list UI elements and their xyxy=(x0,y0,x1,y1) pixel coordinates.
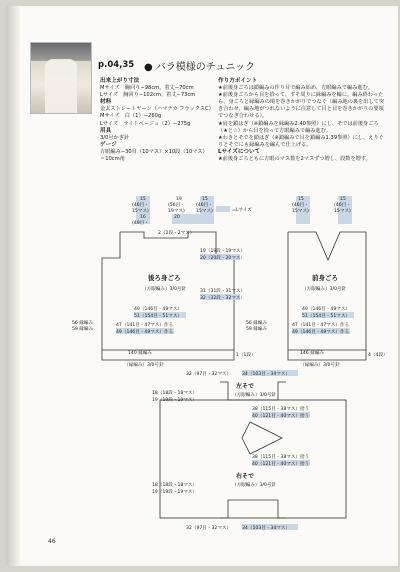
back-side1: 1（1段） xyxy=(236,353,256,358)
back-dim47: 47（141目・47マス）作る xyxy=(116,323,174,328)
hook-size: 3/0号かぎ針 xyxy=(100,134,130,141)
tools-heading: 用具 xyxy=(100,127,112,134)
left-sleeve-pickup38: 38（115目・38マス）拾う xyxy=(252,407,310,412)
left-sleeve-title: 左そで xyxy=(236,383,255,390)
right-sleeve-cuff-outline xyxy=(220,500,286,518)
front-top-right-2: 15マス) xyxy=(334,209,351,214)
sleeve-bottom32: 32（97目・32マス） xyxy=(186,526,232,531)
tunic-figure xyxy=(45,59,77,113)
back-top-mid-3: 20 xyxy=(174,215,180,220)
back-top-mid-2: 19マス) xyxy=(168,209,185,214)
right-sleeve-pickup38: 38（115目・38マス）拾う xyxy=(252,455,310,460)
bullet-icon: ● xyxy=(144,62,153,73)
body-bottom32: 32（97目・32マス） xyxy=(186,372,232,377)
underarm-gusset-outline xyxy=(242,422,282,454)
left-sleeve-pickup40: 40（121目・40マス）拾う xyxy=(252,414,310,419)
front-rim59: 59 縁編み xyxy=(246,327,268,332)
front-rim56: 56 縁編み xyxy=(246,321,268,326)
sleeve-bottom34: 34（103目・34マス） xyxy=(242,526,291,531)
book-spine xyxy=(6,6,20,566)
front-body-stitch: （方眼編み）3/0号針 xyxy=(302,287,347,292)
body-bottom34: 34（103目・34マス） xyxy=(242,372,291,377)
left-sleeve-stitch: （方眼編み）3/0号針 xyxy=(232,393,277,398)
gauge-line2: ＝10cm角 xyxy=(100,156,125,163)
left-sleeve-dim18: 18（18段・18マス） xyxy=(152,391,198,396)
yarn-l: Lサイズ ライトベージュ（2）−275g xyxy=(100,120,191,127)
front-dim49: 49（146目・49マス） xyxy=(302,307,351,312)
yarn-name: 金太ストレートヤーン（ハマナカ フラックスC） xyxy=(100,106,214,113)
right-sleeve-stitch: （方眼編み）3/0号針 xyxy=(232,483,277,488)
howto-point-3: ★肩を鎖はぎ（※鎖編みを縁編み2.40参照）にし、そでは前後身ごろ（★と☆）から目を拾って方眼編みで編み進む。 xyxy=(218,120,379,134)
back-dim32: 32（32段・32マス） xyxy=(200,296,246,301)
back-rim140: 140 縁編み xyxy=(128,351,153,356)
back-dim49: 49（146目・49マス） xyxy=(134,307,183,312)
back-top-right-2: 15マス) xyxy=(196,209,213,214)
back-top-right-0: 15 xyxy=(202,197,208,202)
front-top-left-0: 15 xyxy=(298,197,304,202)
front-body-panel xyxy=(246,196,388,368)
l-size-heading: Lサイズについて xyxy=(218,148,261,155)
front-side4: 4（4段） xyxy=(368,353,388,358)
howto-point-1: ★前後身ごろは鎖編みの作り目で編み始め、方眼編みで編み進む。 xyxy=(218,85,373,92)
pattern-title xyxy=(144,58,255,73)
back-neck-dim: 2（2段・2マス） xyxy=(158,231,195,236)
back-rim59: 59 縁編み xyxy=(72,327,94,332)
howto-point-2: ★前後身ごろから目を拾って、すそ周りに縁編みを輪に。編み終わったら、身ごろと縁編みの境を巻きかがりでつなぐ（編み地の裏を出して突き合わせ、編み地がつれないように注意して目と目を巻きかがりの要領でつなぎ合わせる）。 xyxy=(218,92,385,120)
spec-column xyxy=(100,78,214,163)
front-top-right-0: 15 xyxy=(340,197,346,202)
back-top-left-3: 16 xyxy=(140,215,146,220)
back-rim-outline xyxy=(102,350,234,360)
size-m: Mサイズ 胸回り−98cm、着丈−70cm xyxy=(100,85,194,92)
back-top-left-0: 15 xyxy=(140,197,146,202)
front-rim-stitch: （縁編み）3/0号針 xyxy=(300,363,340,368)
front-body-title: 前身ごろ xyxy=(312,274,338,282)
page-reference: p.04,35 xyxy=(98,60,135,70)
front-dim51: 51（154目・51マス） xyxy=(302,314,351,319)
l-size-note: ★前後身ごろともに方眼のマス数を2マスずつ増し、段数を増す。 xyxy=(218,156,371,163)
back-top-mid-1: (56目・ xyxy=(168,203,185,208)
l-size-legend-swatch xyxy=(216,206,230,212)
model-photo xyxy=(30,42,92,114)
back-dim49b: 49（146目・49マス）作る xyxy=(116,330,174,335)
front-top-right-1: (46目・ xyxy=(334,203,351,208)
back-rim-stitch: （縁編み）3/0号針 xyxy=(124,363,164,368)
back-top-left-4: (49目・ xyxy=(132,221,149,226)
size-l: Lサイズ 胸回り−102cm、着丈−73cm xyxy=(100,92,196,99)
back-dim51: 51（154目・51マス） xyxy=(134,314,183,319)
right-sleeve-title: 右そで xyxy=(236,473,255,480)
howto-point-4: ★わきとそでを鎖はぎ（※鎖編みで目を鎖編み1.39参照）にし、えりぐりとそでにも縁編みを編んで仕上げる。 xyxy=(218,134,384,148)
book-page xyxy=(6,6,398,566)
front-dim49b: 49（146目・49マス）作る xyxy=(292,330,350,335)
howto-column xyxy=(218,78,388,163)
front-top-left-1: (46目・ xyxy=(292,203,309,208)
yarn-m: Mサイズ 白（1）−260g xyxy=(100,113,162,120)
back-dim19: 19（19段・19マス） xyxy=(200,249,246,254)
gauge-heading: ゲージ xyxy=(100,141,117,148)
back-rim56: 56 縁編み xyxy=(72,321,94,326)
back-body-title: 後ろ身ごろ xyxy=(148,274,181,282)
pattern-title-text: バラ模様のチュニック xyxy=(155,62,256,73)
left-sleeve-dim19: 19（19段・19マス） xyxy=(152,398,198,403)
sleeve-panel xyxy=(152,382,346,531)
back-top-left-1: (46目・ xyxy=(132,203,149,208)
howto-heading: 作り方ポイント xyxy=(218,78,258,84)
front-rim146: 146 縁編み xyxy=(300,351,325,356)
back-dim20: 20（20段・20マス） xyxy=(200,256,246,261)
gauge-line1: 方眼編み−30目（10マス）×10段（10マス） xyxy=(100,148,208,155)
page-number: 46 xyxy=(48,538,56,545)
back-dim31: 31（31段・31マス） xyxy=(200,289,246,294)
back-body-stitch: （方眼編み）3/0号針 xyxy=(142,287,187,292)
pattern-diagram xyxy=(20,188,390,558)
front-dim47: 47（141目・47マス）作る xyxy=(292,323,350,328)
finished-size-heading: 出来上がり寸法 xyxy=(100,78,140,84)
right-sleeve-dim19: 19（19段・19マス） xyxy=(152,490,198,495)
back-body-panel xyxy=(72,196,256,368)
l-size-legend: =Lサイズ xyxy=(232,208,252,213)
front-top-left-2: 15マス) xyxy=(292,209,309,214)
back-top-mid-0: 19 xyxy=(176,197,182,202)
materials-heading: 材料 xyxy=(100,99,112,106)
back-top-left-2: 15マス) xyxy=(132,209,149,214)
right-sleeve-dim18: 18（18段・18マス） xyxy=(152,483,198,488)
right-sleeve-pickup40: 40（121目・40マス）拾う xyxy=(252,462,310,467)
back-top-right-1: (46目・ xyxy=(196,203,213,208)
